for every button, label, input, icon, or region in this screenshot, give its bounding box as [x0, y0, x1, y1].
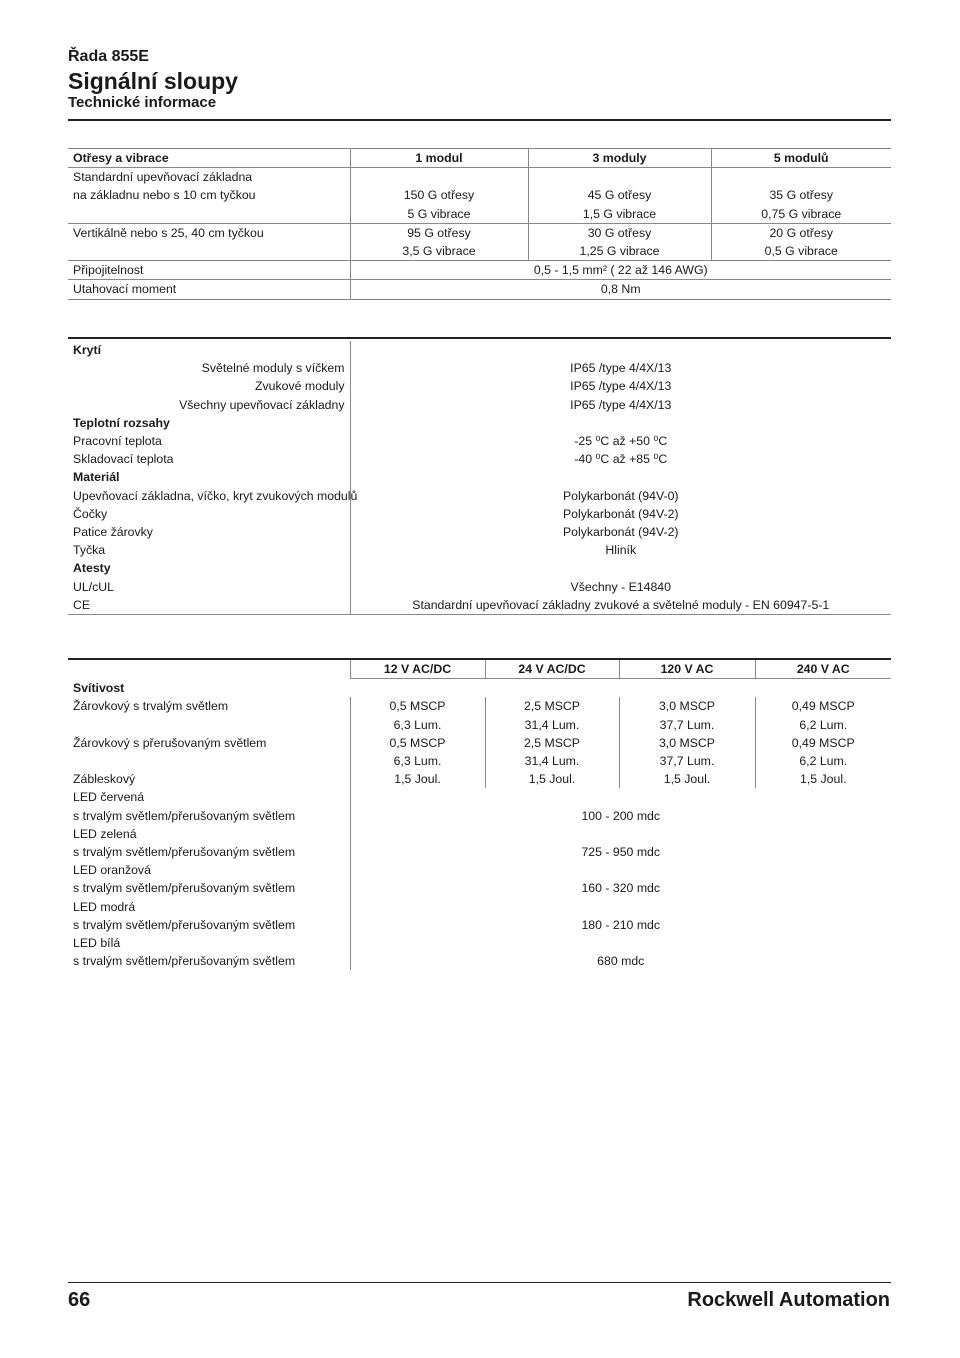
specs-section-label: Krytí: [73, 343, 102, 358]
led-mode-row: [68, 843, 891, 861]
vibration-value-3: 30 G otřesy: [528, 223, 711, 242]
specs-value: IP65 /type 4/4X/13: [350, 359, 891, 377]
brand-name: Rockwell Automation: [687, 1289, 890, 1311]
led-blank: [350, 861, 891, 879]
specs-row: [68, 541, 891, 559]
specs-section-label: Teplotní rozsahy: [73, 415, 170, 430]
luminosity-label: Žárovkový s přerušovaným světlem: [73, 735, 267, 750]
specs-table: [68, 341, 891, 615]
vibration-label: [68, 205, 350, 224]
led-color-row: [68, 897, 891, 915]
luminosity-value: 1,5 Joul.: [755, 770, 891, 788]
luminosity-row: [68, 734, 891, 752]
specs-value: Polykarbonát (94V-2): [350, 523, 891, 541]
specs-label: CE: [73, 597, 91, 612]
specs-section-label: Atesty: [73, 561, 111, 576]
specs-value: Všechny - E14840: [350, 577, 891, 595]
vibration-header-3: 3 moduly: [528, 149, 711, 168]
luminosity-value: 3,0 MSCP: [619, 734, 755, 752]
vibration-span-label: Připojitelnost: [73, 263, 144, 278]
luminosity-table: [68, 660, 891, 970]
luminosity-label: [68, 752, 350, 770]
specs-label: Zvukové moduly: [254, 379, 345, 394]
specs-label: Skladovací teplota: [73, 452, 174, 467]
specs-value: IP65 /type 4/4X/13: [350, 377, 891, 395]
luminosity-header-120v: 120 V AC: [619, 660, 755, 679]
led-mode-label: s trvalým světlem/přerušovaným světlem: [73, 808, 296, 823]
led-color-row: [68, 825, 891, 843]
led-color-label: LED červená: [73, 790, 145, 805]
luminosity-value: 1,5 Joul.: [619, 770, 755, 788]
specs-row: [68, 396, 891, 414]
led-value: 100 - 200 mdc: [350, 807, 891, 825]
vibration-header-1: 1 modul: [350, 149, 528, 168]
specs-value: Standardní upevňovací základny zvukové a světelné moduly - EN 60947-5-1: [350, 596, 891, 615]
specs-row: [68, 377, 891, 395]
specs-section-row: [68, 468, 891, 486]
series-label: Řada 855E: [68, 48, 149, 65]
led-color-label: LED zelená: [73, 826, 137, 841]
vibration-value-5: 0,5 G vibrace: [711, 242, 891, 261]
led-blank: [350, 934, 891, 952]
luminosity-header-12v: 12 V AC/DC: [350, 660, 485, 679]
led-blank: [350, 825, 891, 843]
led-value: 725 - 950 mdc: [350, 843, 891, 861]
led-mode-row: [68, 879, 891, 897]
vibration-row: [68, 168, 891, 187]
specs-value: -25 ⁰C až +50 ⁰C: [350, 432, 891, 450]
vibration-value-5: 20 G otřesy: [711, 223, 891, 242]
luminosity-row: [68, 770, 891, 788]
luminosity-header-row: [68, 660, 891, 679]
specs-value: [350, 468, 891, 486]
specs-label: Světelné moduly s víčkem: [201, 361, 345, 376]
specs-section-row: [68, 559, 891, 577]
luminosity-value: 0,49 MSCP: [755, 734, 891, 752]
specs-value: [350, 559, 891, 577]
specs-value: Hliník: [350, 541, 891, 559]
luminosity-value: 0,5 MSCP: [350, 697, 485, 715]
specs-section-row: [68, 414, 891, 432]
specs-section-row: [68, 341, 891, 359]
luminosity-section-label: Svítivost: [73, 681, 125, 696]
luminosity-value: 3,0 MSCP: [619, 697, 755, 715]
luminosity-row: [68, 752, 891, 770]
page-subtitle: Technické informace: [68, 94, 217, 111]
specs-row: [68, 359, 891, 377]
specs-label: Tyčka: [73, 543, 106, 558]
vibration-row: [68, 205, 891, 224]
specs-row: [68, 505, 891, 523]
specs-label: Pracovní teplota: [73, 434, 162, 449]
led-blank: [350, 897, 891, 915]
vibration-value-5: 0,75 G vibrace: [711, 205, 891, 224]
led-color-label: LED bílá: [73, 935, 121, 950]
specs-row: [68, 596, 891, 615]
led-color-row: [68, 934, 891, 952]
luminosity-value: 0,5 MSCP: [350, 734, 485, 752]
specs-row: [68, 487, 891, 505]
specs-section-label: Materiál: [73, 470, 120, 485]
vibration-row: [68, 223, 891, 242]
vibration-span-label: Utahovací moment: [73, 282, 177, 297]
specs-label: Patice žárovky: [73, 524, 153, 539]
vibration-row: [68, 242, 891, 261]
led-mode-label: s trvalým světlem/přerušovaným světlem: [73, 881, 296, 896]
luminosity-value: 1,5 Joul.: [485, 770, 619, 788]
led-mode-label: s trvalým světlem/přerušovaným světlem: [73, 954, 296, 969]
luminosity-header-24v: 24 V AC/DC: [485, 660, 619, 679]
luminosity-value: 31,4 Lum.: [485, 716, 619, 734]
luminosity-value: 6,2 Lum.: [755, 752, 891, 770]
vibration-value-3: 1,25 G vibrace: [528, 242, 711, 261]
specs-label: Všechny upevňovací základny: [179, 397, 345, 412]
vibration-header-label: Otřesy a vibrace: [73, 151, 169, 166]
luminosity-label: Žárovkový s trvalým světlem: [73, 699, 229, 714]
vibration-value-1: 5 G vibrace: [350, 205, 528, 224]
vibration-value-3: [528, 168, 711, 187]
specs-value: [350, 341, 891, 359]
luminosity-value: 1,5 Joul.: [350, 770, 485, 788]
luminosity-section-row: [68, 679, 891, 698]
led-color-row: [68, 861, 891, 879]
vibration-value-5: [711, 168, 891, 187]
header-rule: [68, 119, 891, 121]
luminosity-header-blank: [68, 660, 350, 679]
specs-value: Polykarbonát (94V-2): [350, 505, 891, 523]
specs-label: UL/cUL: [73, 579, 115, 594]
vibration-span-row: [68, 261, 891, 280]
page-number: 66: [68, 1289, 91, 1311]
luminosity-value: 2,5 MSCP: [485, 734, 619, 752]
vibration-label: [68, 242, 350, 261]
specs-row: [68, 523, 891, 541]
vibration-span-row: [68, 280, 891, 299]
vibration-value-3: 45 G otřesy: [528, 186, 711, 204]
led-mode-row: [68, 807, 891, 825]
led-value: 160 - 320 mdc: [350, 879, 891, 897]
specs-value: IP65 /type 4/4X/13: [350, 396, 891, 414]
luminosity-label: [68, 716, 350, 734]
led-mode-label: s trvalým světlem/přerušovaným světlem: [73, 844, 296, 859]
specs-top-rule: [68, 337, 891, 339]
vibration-header-row: [68, 149, 891, 168]
led-mode-row: [68, 952, 891, 970]
specs-label: Čočky: [73, 506, 108, 521]
specs-row: [68, 450, 891, 468]
luminosity-value: 31,4 Lum.: [485, 752, 619, 770]
led-color-row: [68, 788, 891, 806]
footer-rule: [68, 1282, 891, 1283]
luminosity-value: 2,5 MSCP: [485, 697, 619, 715]
specs-value: Polykarbonát (94V-0): [350, 487, 891, 505]
vibration-value-5: 35 G otřesy: [711, 186, 891, 204]
led-mode-row: [68, 916, 891, 934]
luminosity-value: 37,7 Lum.: [619, 752, 755, 770]
vibration-span-value: 0,8 Nm: [350, 280, 891, 299]
luminosity-value: 6,3 Lum.: [350, 716, 485, 734]
luminosity-value: 6,2 Lum.: [755, 716, 891, 734]
luminosity-value: 0,49 MSCP: [755, 697, 891, 715]
vibration-header-5: 5 modulů: [711, 149, 891, 168]
specs-label: Upevňovací základna, víčko, kryt zvukových modulů: [73, 488, 358, 503]
vibration-value-1: 3,5 G vibrace: [350, 242, 528, 261]
vibration-label: Standardní upevňovací základna: [73, 170, 253, 185]
page-title: Signální sloupy: [68, 68, 238, 94]
vibration-span-value: 0,5 - 1,5 mm² ( 22 až 146 AWG): [350, 261, 891, 280]
luminosity-row: [68, 716, 891, 734]
luminosity-header-240v: 240 V AC: [755, 660, 891, 679]
led-value: 180 - 210 mdc: [350, 916, 891, 934]
vibration-value-1: 150 G otřesy: [350, 186, 528, 204]
led-color-label: LED modrá: [73, 899, 136, 914]
luminosity-value: 6,3 Lum.: [350, 752, 485, 770]
vibration-value-1: 95 G otřesy: [350, 223, 528, 242]
luminosity-value: 37,7 Lum.: [619, 716, 755, 734]
luminosity-row: [68, 697, 891, 715]
specs-value: [350, 414, 891, 432]
vibration-value-1: [350, 168, 528, 187]
page-header: [68, 48, 238, 111]
specs-row: [68, 577, 891, 595]
led-color-label: LED oranžová: [73, 863, 151, 878]
vibration-row: [68, 186, 891, 204]
vibration-label: Vertikálně nebo s 25, 40 cm tyčkou: [73, 225, 264, 240]
vibration-table: [68, 148, 891, 300]
specs-value: -40 ⁰C až +85 ⁰C: [350, 450, 891, 468]
vibration-label: na základnu nebo s 10 cm tyčkou: [73, 188, 256, 203]
led-mode-label: s trvalým světlem/přerušovaným světlem: [73, 917, 296, 932]
luminosity-label: Zábleskový: [73, 772, 136, 787]
led-blank: [350, 788, 891, 806]
led-value: 680 mdc: [350, 952, 891, 970]
vibration-value-3: 1,5 G vibrace: [528, 205, 711, 224]
specs-row: [68, 432, 891, 450]
